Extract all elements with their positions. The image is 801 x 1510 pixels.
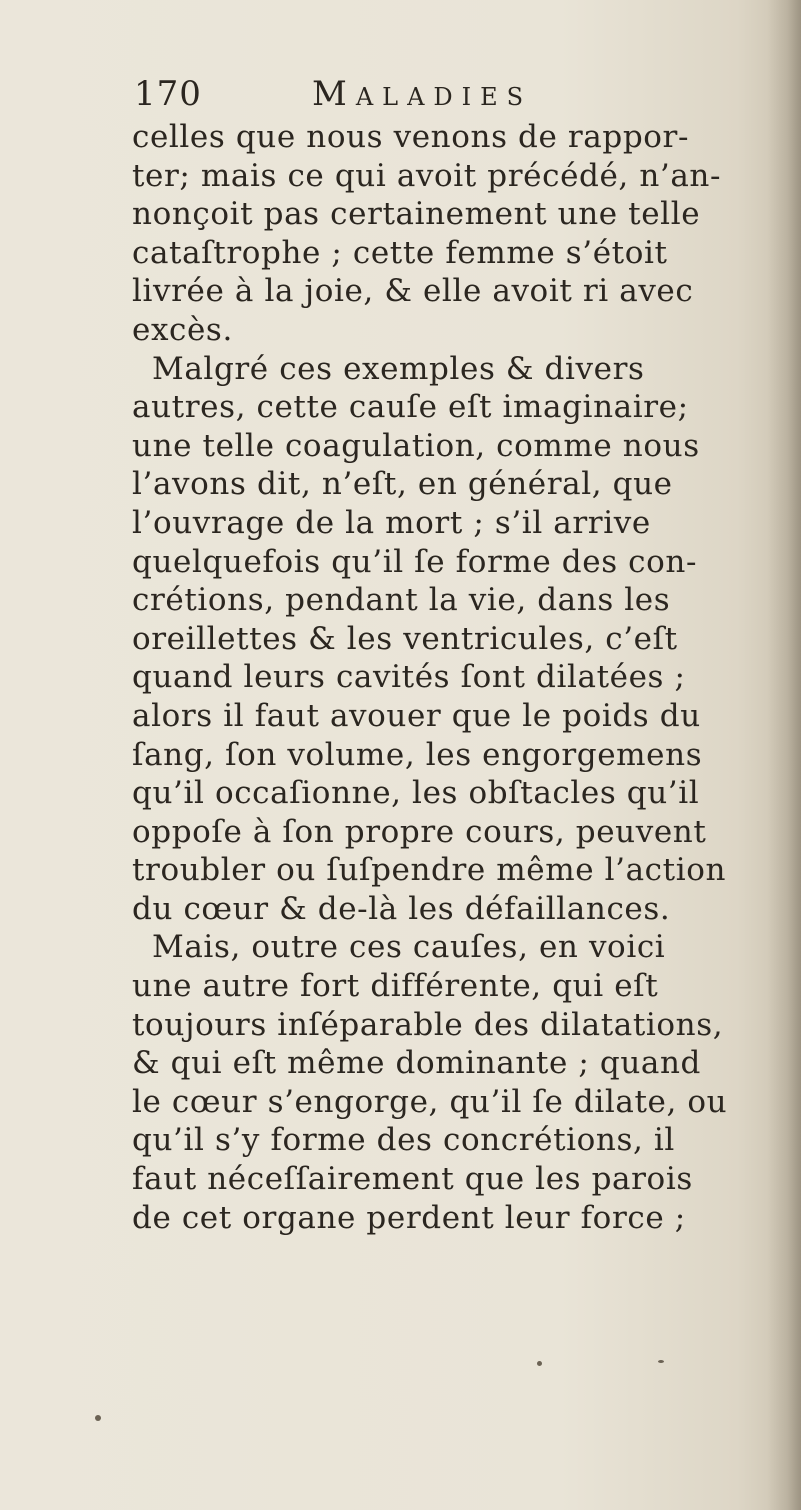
body-text xyxy=(132,118,742,1237)
text-line: toujours inſéparable des dilatations, xyxy=(132,1006,724,1043)
text-line: Mais, outre ces cauſes, en voici xyxy=(152,929,666,966)
text-line: qu’il occaſionne, les obſtacles qu’il xyxy=(132,775,700,812)
text-line: le cœur s’engorge, qu’il ſe dilate, ou xyxy=(132,1083,728,1120)
paper-speck xyxy=(95,1415,101,1421)
text-line: ter; mais ce qui avoit précédé, n’an- xyxy=(132,157,722,194)
text-line: faut néceſſairement que les parois xyxy=(132,1161,693,1198)
text-line: troubler ou ſuſpendre même l’action xyxy=(132,852,727,889)
text-line: livrée à la joie, & elle avoit ri avec xyxy=(132,273,694,310)
paper-speck xyxy=(537,1361,542,1366)
text-line: une autre fort différente, qui eſt xyxy=(132,968,659,1005)
text-line: ſang, ſon volume, les engorgemens xyxy=(132,736,703,773)
text-line: quelquefois qu’il ſe forme des con- xyxy=(132,543,698,580)
text-line: de cet organe perdent leur force ; xyxy=(132,1199,686,1236)
text-line: nonçoit pas certainement une telle xyxy=(132,196,701,233)
text-line: quand leurs cavités ſont dilatées ; xyxy=(132,659,686,696)
running-title: Maladies xyxy=(312,74,533,114)
text-line: & qui eſt même dominante ; quand xyxy=(132,1045,701,1082)
page-edge-shadow xyxy=(767,0,801,1510)
text-line: l’ouvrage de la mort ; s’il arrive xyxy=(132,504,651,541)
text-line: cataſtrophe ; cette femme s’étoit xyxy=(132,234,668,271)
text-line: excès. xyxy=(132,311,233,348)
text-line: une telle coagulation, comme nous xyxy=(132,427,700,464)
text-line: celles que nous venons de rappor- xyxy=(132,119,690,155)
paper-speck xyxy=(658,1360,664,1363)
page-header xyxy=(134,70,694,118)
text-line: oreillettes & les ventricules, c’eſt xyxy=(132,620,678,657)
text-line: crétions, pendant la vie, dans les xyxy=(132,582,671,619)
text-line: qu’il s’y forme des concrétions, il xyxy=(132,1122,675,1159)
text-line: Malgré ces exemples & divers xyxy=(152,350,645,387)
text-line: autres, cette cauſe eſt imaginaire; xyxy=(132,389,689,426)
text-line: du cœur & de-là les défaillances. xyxy=(132,890,671,927)
text-line: l’avons dit, n’eſt, en général, que xyxy=(132,466,673,503)
text-line: oppoſe à ſon propre cours, peuvent xyxy=(132,813,707,850)
text-line: alors il faut avouer que le poids du xyxy=(132,697,701,734)
page-number: 170 xyxy=(134,74,202,114)
